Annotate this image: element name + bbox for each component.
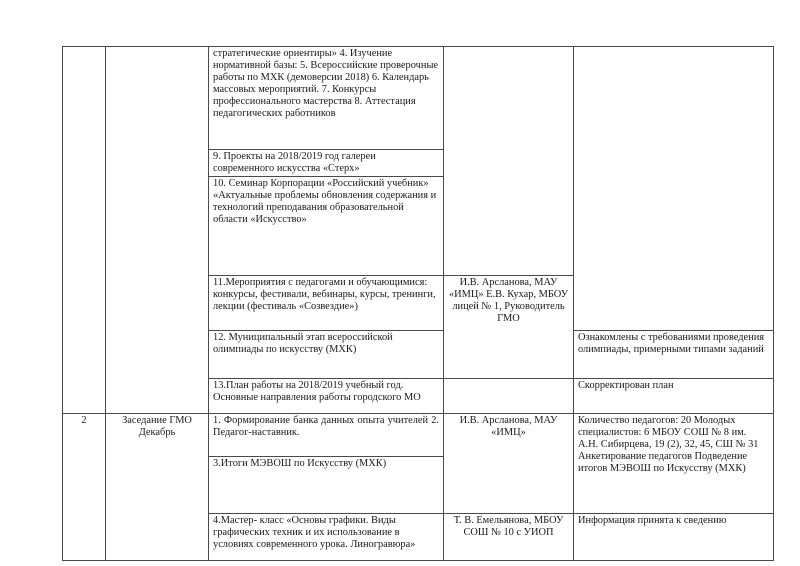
cell-agenda: 3.Итоги МЭВОШ по Искусству (МХК) xyxy=(209,457,444,514)
cell-meeting xyxy=(106,47,209,414)
cell-agenda: 12. Муниципальный этап всероссийской олимпиады по искусству (МХК) xyxy=(209,331,444,379)
cell-agenda: 4.Мастер- класс «Основы графики. Виды графических техник и их использование в условиях современного урока. Линогравюра» xyxy=(209,514,444,561)
cell-result: Количество педагогов: 20 Молодых специалистов: 6 МБОУ СОШ № 8 им. А.Н. Сибирцева, 19 (2), 32, 45, СШ № 31 Анкетирование педагогов Подведение итогов МЭВОШ по Искусству (МХК) xyxy=(574,414,774,514)
cell-agenda: 10. Семинар Корпорации «Российский учебник» «Актуальные проблемы обновления содержания и технологий преподавания образовательной области «Искусство» xyxy=(209,177,444,276)
table-row xyxy=(63,47,774,150)
cell-meeting: Заседание ГМО Декабрь xyxy=(106,414,209,561)
cell-result: Ознакомлены с требованиями проведения олимпиады, примерными типами заданий xyxy=(574,331,774,379)
cell-result xyxy=(574,47,774,331)
cell-number: 2 xyxy=(63,414,106,561)
cell-agenda: стратегические ориентиры» 4. Изучение нормативной базы: 5. Всероссийские проверочные работы по МХК (демоверсии 2018) 6. Календарь массовых мероприятий. 7. Конкурсы профессионального мастерства 8. Аттестация педагогических работников xyxy=(209,47,444,150)
cell-responsible xyxy=(444,47,574,276)
cell-agenda: 11.Мероприятия с педагогами и обучающимися: конкурсы, фестивали, вебинары, курсы, тренинги, лекции (фестиваль «Созвездие») xyxy=(209,276,444,331)
cell-agenda: 9. Проекты на 2018/2019 год галереи современного искусства «Стерх» xyxy=(209,150,444,177)
cell-responsible: И.В. Арсланова, МАУ «ИМЦ» Е.В. Кухар, МБОУ лицей № 1, Руководитель ГМО xyxy=(444,276,574,379)
cell-number xyxy=(63,47,106,414)
plan-table xyxy=(62,46,774,561)
cell-responsible: Т. В. Емельянова, МБОУ СОШ № 10 с УИОП xyxy=(444,514,574,561)
table-row xyxy=(63,414,774,457)
cell-agenda: 1. Формирование банка данных опыта учителей 2. Педагог-наставник. xyxy=(209,414,444,457)
cell-responsible: И.В. Арсланова, МАУ «ИМЦ» xyxy=(444,414,574,514)
cell-result: Информация принята к сведению xyxy=(574,514,774,561)
cell-agenda: 13.План работы на 2018/2019 учебный год. Основные направления работы городского МО xyxy=(209,379,444,414)
cell-result: Скорректирован план xyxy=(574,379,774,414)
cell-responsible xyxy=(444,379,574,414)
